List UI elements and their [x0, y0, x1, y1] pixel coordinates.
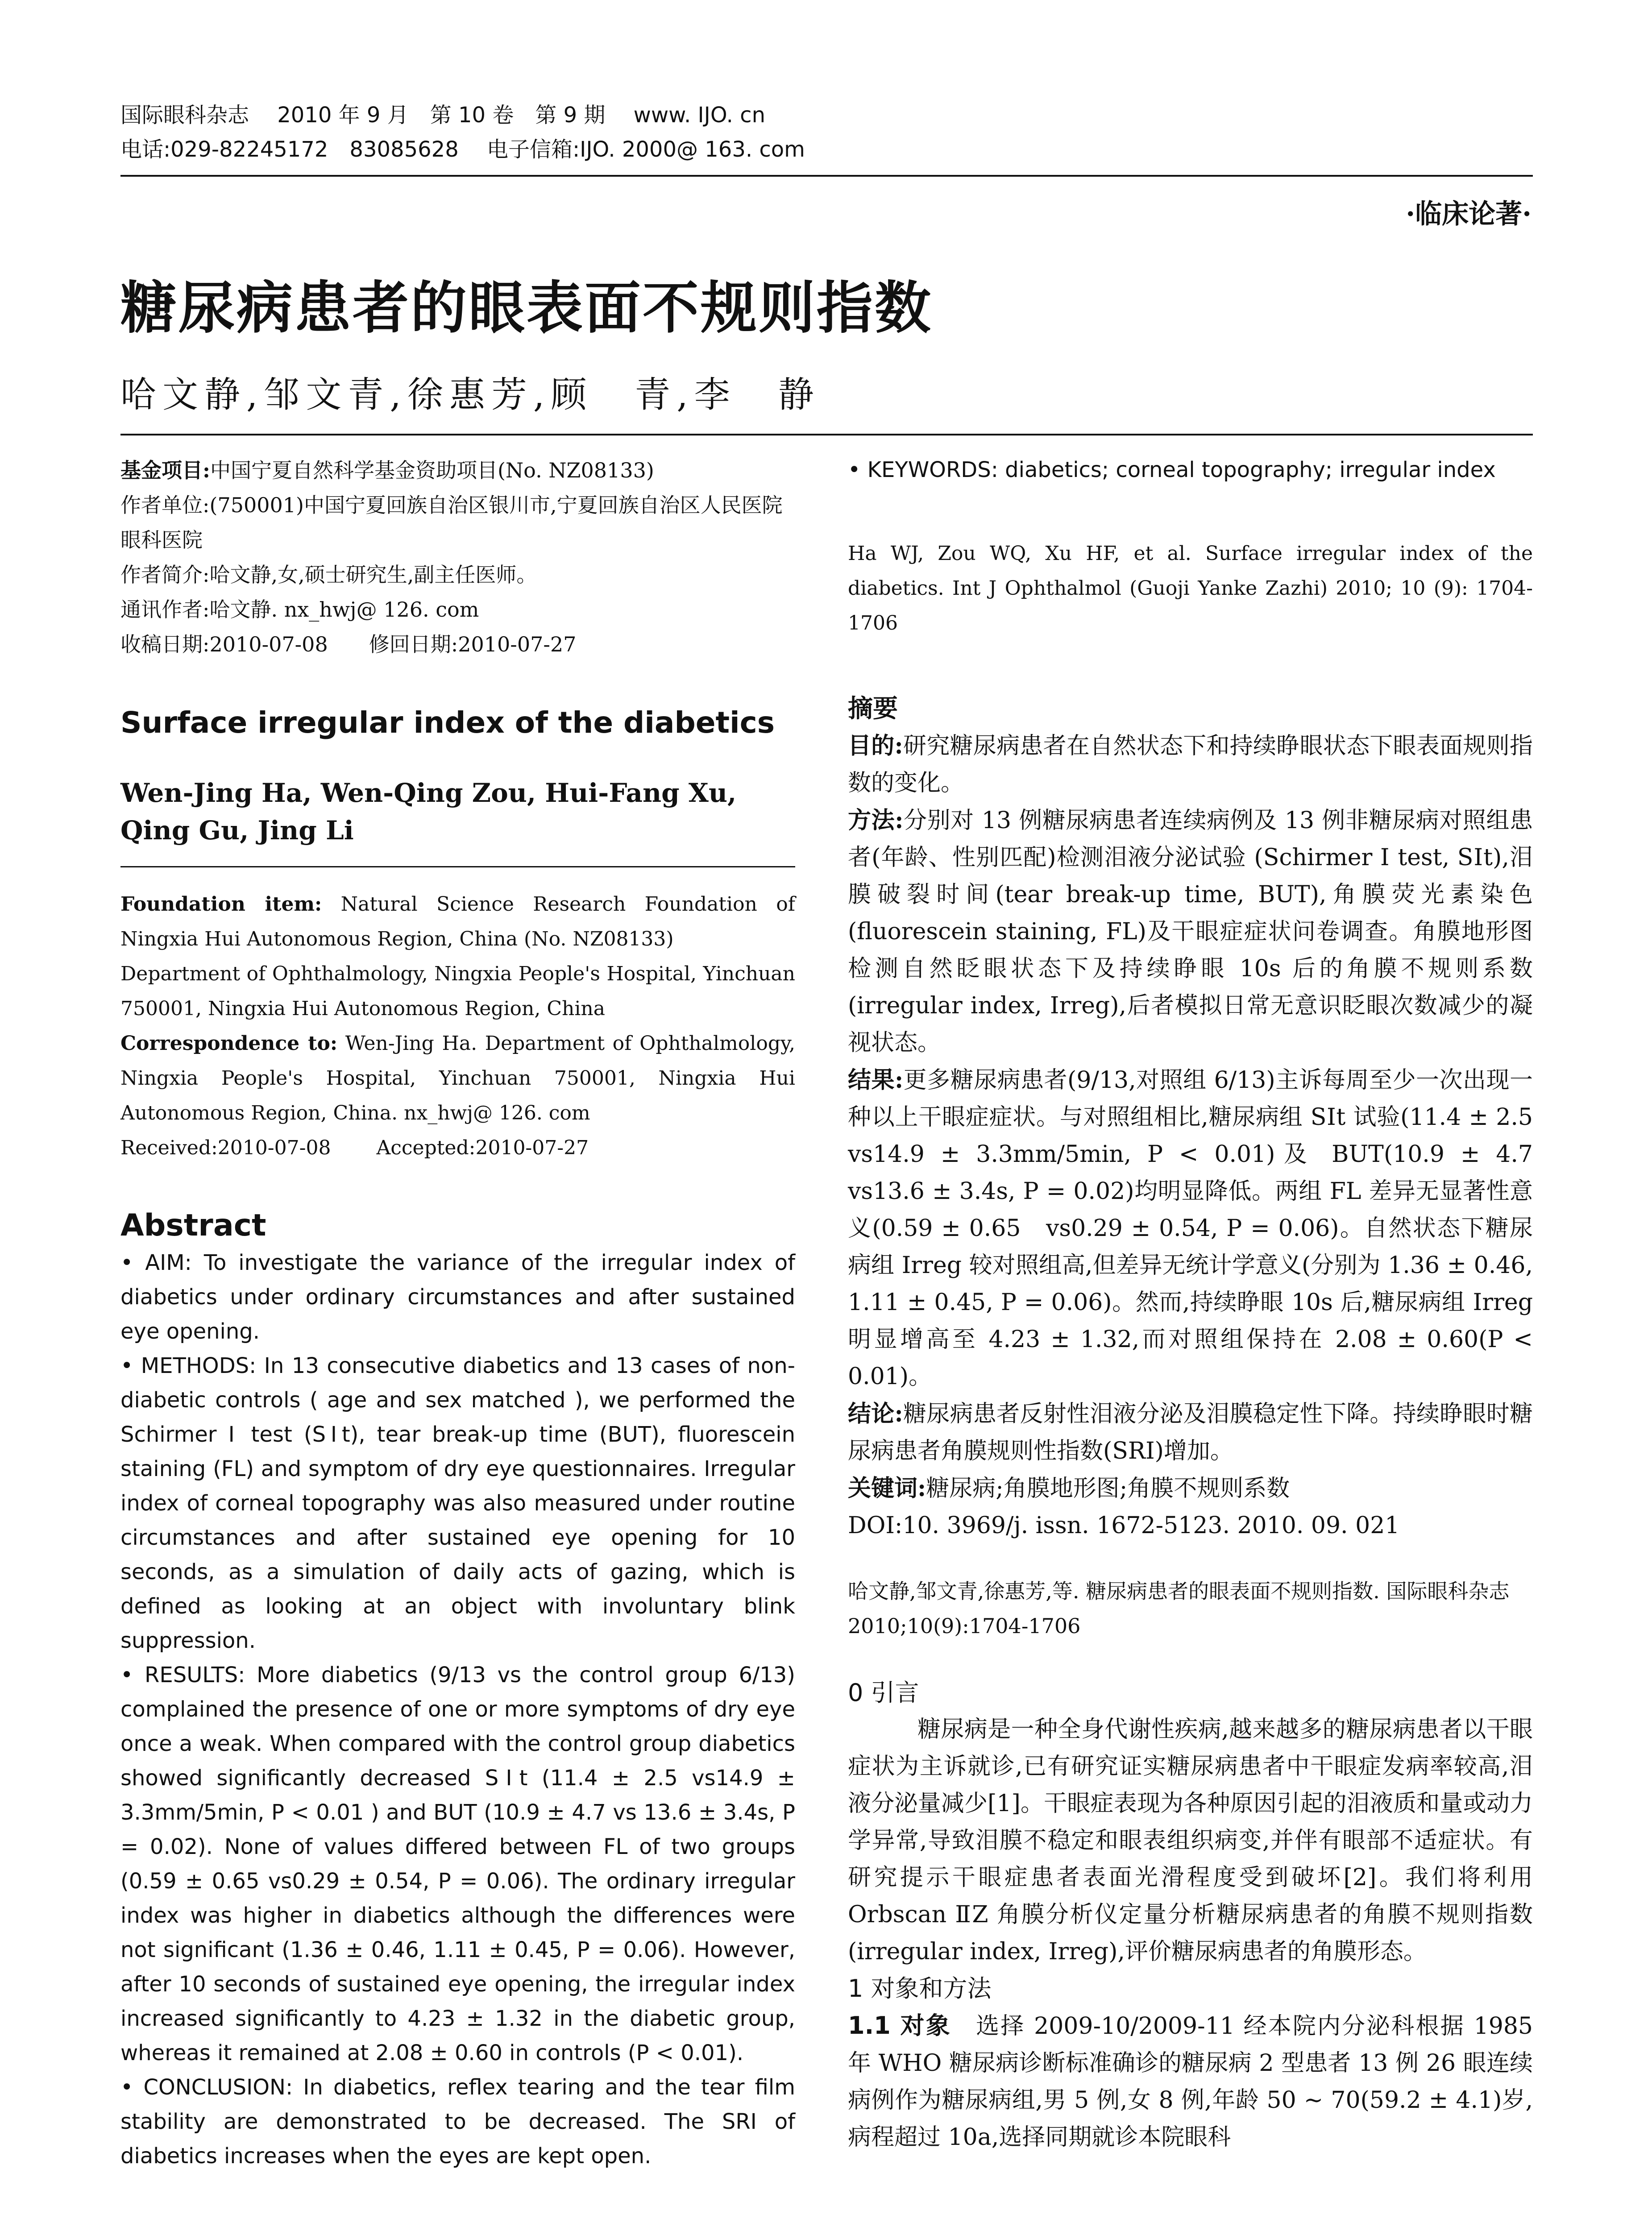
abstract-cn-results: 结果:更多糖尿病患者(9/13,对照组 6/13)主诉每周至少一次出现一种以上干眼症症状。与对照组相比,糖尿病组 SⅠt 试验(11.4 ± 2.5 vs14.9 ± 3.3mm/5min, P < 0.01)及 BUT(10.9 ± 4.7 vs13.6 ± 3.4s, P = 0.02)均明显降低。两组 FL 差异无显著性意义(0.59 ± 0.65 vs0.29 ± 0.54, P = 0.06)。自然状态下糖尿病组 Irreg 较对照组高,但差异无统计学意义(分别为 1.36 ± 0.46, 1.11 ± 0.45, P = 0.06)。然而,持续睁眼 10s 后,糖尿病组 Irreg 明显增高至 4.23 ± 1.32,而对照组保持在 2.08 ± 0.60(P < 0.01)。	[848, 1066, 1557, 1390]
abstract-cn-keywords: 关键词:糖尿病;角膜地形图;角膜不规则系数	[848, 1475, 1290, 1502]
journal-header-line2: 电话:029-82245172 83085628 电子信箱:IJO. 2000@ 163. com	[120, 137, 805, 162]
abstract-results: • RESULTS: More diabetics (9/13 vs the control group 6/13) complained the presence of one or more symptoms of dry eye once a weak. When compared with the control group diabetics showed significantly decreased SⅠt (11.4 ± 2.5 vs14.9 ± 3.3mm/5min, P < 0.01 ) and BUT (10.9 ± 4.7 vs 13.6 ± 3.4s, P = 0.02). None of values differed between FL of two groups (0.59 ± 0.65 vs0.29 ± 0.54, P = 0.06). The ordinary irregular index was higher in diabetics although the differences were not significant (1.36 ± 0.46, 1.11 ± 0.45, P = 0.06). However, after 10 seconds of sustained eye opening, the irregular index increased significantly to 4.23 ± 1.32 in the diabetic group, whereas it remained at 2.08 ± 0.60 in controls (P < 0.01).	[120, 1663, 795, 2065]
right-column	[848, 453, 1557, 2156]
corresponding-cn: 通讯作者:哈文静. nx_hwj@ 126. com	[120, 597, 479, 622]
meta-cn	[120, 453, 795, 662]
correspondence-en: Correspondence to: Wen-Jing Ha. Department of Ophthalmology, Ningxia People's Hospital, Yinchuan 750001, Ningxia Hui Autonomous Region, China. nx_hwj@ 126. com	[120, 1032, 795, 1124]
department-en: Department of Ophthalmology, Ningxia People's Hospital, Yinchuan 750001, Ningxia Hui Autonomous Region, China	[120, 962, 795, 1020]
abstract-heading: Abstract	[120, 1208, 266, 1243]
affiliation-cn: 作者单位:(750001)中国宁夏回族自治区银川市,宁夏回族自治区人民医院眼科医院	[120, 493, 783, 552]
authors-rule	[120, 866, 795, 867]
citation-en: Ha WJ, Zou WQ, Xu HF, et al. Surface irregular index of the diabetics. Int J Ophthalmol (Guoji Yanke Zazhi) 2010; 10 (9): 1704-1706	[848, 542, 1533, 634]
abstract-cn-conclusion: 结论:糖尿病患者反射性泪液分泌及泪膜稳定性下降。持续睁眼时糖尿病患者角膜规则性指数(SRI)增加。	[848, 1400, 1533, 1464]
foundation-en: Foundation item: Natural Science Research Foundation of Ningxia Hui Autonomous Region, China (No. NZ08133)	[120, 893, 795, 950]
subjects-paragraph: 1.1 对象 选择 2009-10/2009-11 经本院内分泌科根据 1985 年 WHO 糖尿病诊断标准确诊的糖尿病 2 型患者 13 例 26 眼连续病例作为糖尿病组,男 5 例,女 8 例,年龄 50 ~ 70(59.2 ± 4.1)岁,病程超过 10a,选择同期就诊本院眼科	[848, 2011, 1533, 2151]
abstract-cn-heading: 摘要	[848, 694, 898, 723]
intro-heading: 0 引言	[848, 1679, 919, 1707]
abstract-cn-methods: 方法:分别对 13 例糖尿病患者连续病例及 13 例非糖尿病对照组患者(年龄、性别匹配)检测泪液分泌试验 (Schirmer Ⅰ test, SⅠt),泪膜破裂时间(tear break-up time, BUT),角膜荧光素染色(fluorescein staining, FL)及干眼症症状问卷调查。角膜地形图检测自然眨眼状态下及持续睁眼 10s 后的角膜不规则系数(irregular index, Irreg),后者模拟日常无意识眨眼次数减少的凝视状态。	[848, 807, 1533, 1056]
title-rule	[120, 434, 1533, 435]
methods-heading: 1 对象和方法	[848, 1974, 992, 2003]
abstract-aim: • AIM: To investigate the variance of the irregular index of diabetics under ordinary circumstances and after sustained eye opening.	[120, 1250, 795, 1344]
abstract-cn-aim: 目的:研究糖尿病患者在自然状态下和持续睁眼状态下眼表面规则指数的变化。	[848, 732, 1533, 796]
abstract-conclusion: • CONCLUSION: In diabetics, reflex tearing and the tear film stability are demonstrated to be decreased. The SRI of diabetics increases when the eyes are kept open.	[120, 2075, 795, 2169]
received-en: Received:2010-07-08 Accepted:2010-07-27	[120, 1136, 589, 1159]
left-column	[120, 453, 795, 2173]
abstract-methods: • METHODS: In 13 consecutive diabetics and 13 cases of non-diabetic controls ( age and sex matched ), we performed the Schirmer Ⅰ test (SⅠt), tear break-up time (BUT), fluorescein staining (FL) and symptom of dry eye questionnaires. Irregular index of corneal topography was also measured under routine circumstances and after sustained eye opening for 10 seconds, as a simulation of daily acts of gazing, which is defined as looking at an object with involuntary blink suppression.	[120, 1353, 795, 1653]
intro-paragraph: 糖尿病是一种全身代谢性疾病,越来越多的糖尿病患者以干眼症状为主诉就诊,已有研究证实糖尿病患者中干眼症发病率较高,泪液分泌量减少[1]。干眼症表现为各种原因引起的泪液质和量或动力学异常,导致泪膜不稳定和眼表组织病变,并伴有眼部不适症状。有研究提示干眼症患者表面光滑程度受到破坏[2]。我们将利用 Orbscan ⅡZ 角膜分析仪定量分析糖尿病患者的角膜不规则指数(irregular index, Irreg),评价糖尿病患者的角膜形态。	[848, 1716, 1533, 1965]
dates-cn: 收稿日期:2010-07-08 修回日期:2010-07-27	[120, 632, 577, 656]
subjects-heading: 1.1 对象	[848, 2011, 951, 2040]
english-title: Surface irregular index of the diabetics	[120, 705, 775, 740]
journal-header-line1: 国际眼科杂志 2010 年 9 月 第 10 卷 第 9 期 www. IJO. cn	[120, 103, 765, 128]
doi: DOI:10. 3969/j. issn. 1672-5123. 2010. 09. 021	[848, 1512, 1400, 1539]
funding-cn: 基金项目:中国宁夏自然科学基金资助项目(No. NZ08133)	[120, 458, 654, 482]
section-tag: ·临床论著·	[1406, 199, 1532, 230]
english-authors: Wen-Jing Ha, Wen-Qing Zou, Hui-Fang Xu, Qing Gu, Jing Li	[120, 778, 737, 846]
header-rule	[120, 175, 1533, 177]
article-title: 糖尿病患者的眼表面不规则指数	[120, 275, 933, 341]
authors-cn: 哈文静,邹文青,徐惠芳,顾 青,李 静	[120, 374, 820, 415]
keywords-en: • KEYWORDS: diabetics; corneal topography; irregular index	[848, 457, 1496, 482]
author-bio-cn: 作者简介:哈文静,女,硕士研究生,副主任医师。	[120, 563, 537, 587]
citation-cn: 哈文静,邹文青,徐惠芳,等. 糖尿病患者的眼表面不规则指数. 国际眼科杂志 2010;10(9):1704-1706	[848, 1579, 1510, 1638]
